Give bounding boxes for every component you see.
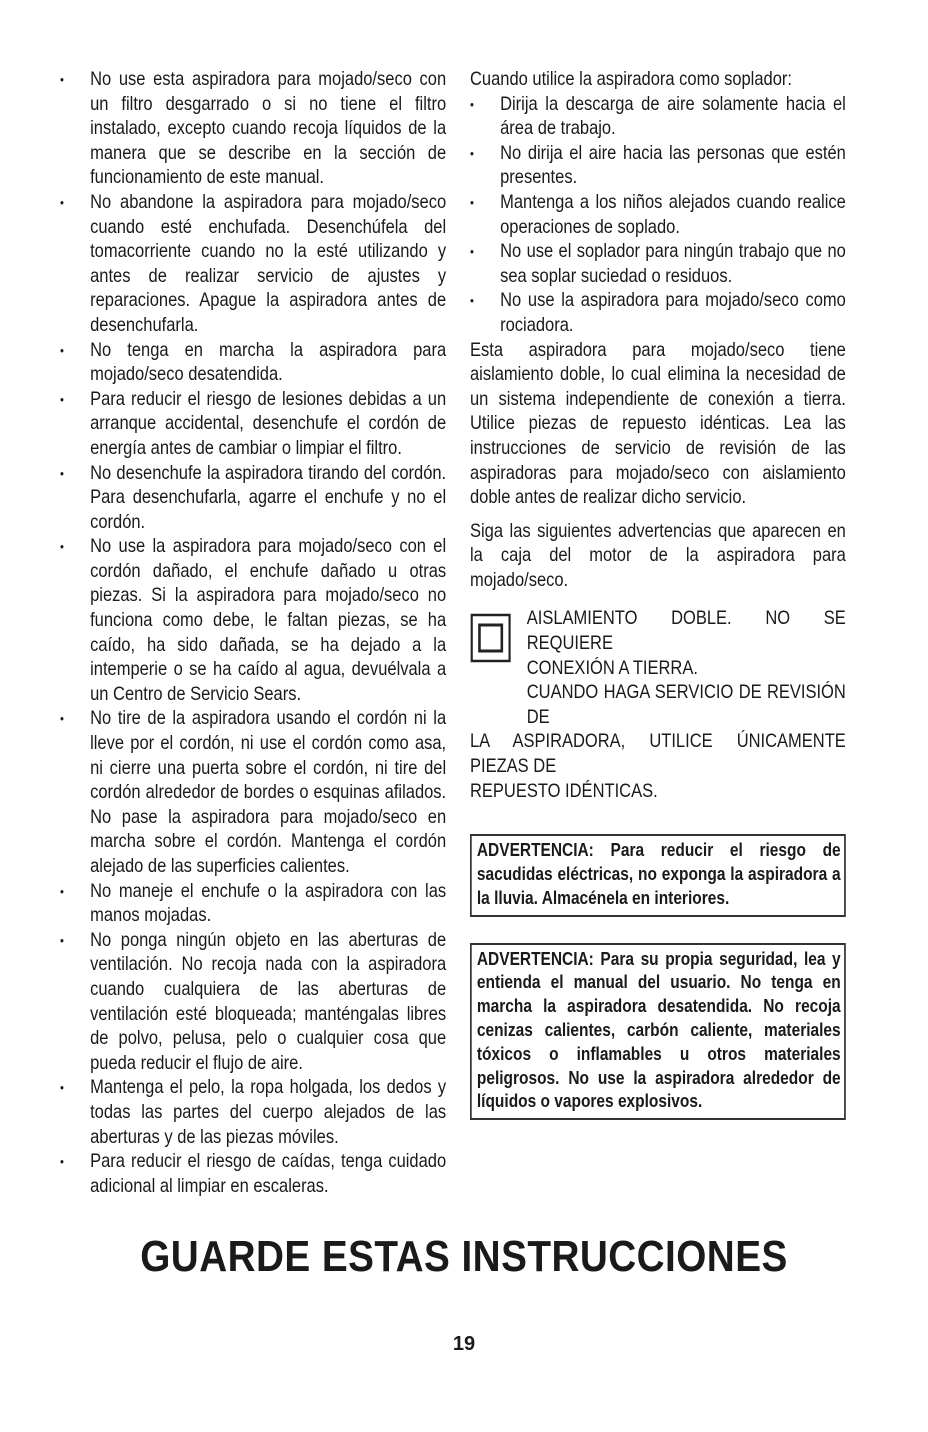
list-item: • No dirija el aire hacia las personas que estén presentes. <box>470 142 846 191</box>
safety-list <box>60 68 446 1199</box>
list-item: • No use la aspiradora para mojado/seco con el cordón dañado, el enchufe dañado u otras piezas. Si la aspiradora para mojado/seco no funciona como debe, le faltan piezas, se ha caído, ha sido dañada, se ha dejado a la intemperie o se ha caído al agua, devuélvala a un Centro de Servicio Sears. <box>60 535 446 707</box>
left-column <box>60 68 446 1199</box>
list-item: • No use el soplador para ningún trabajo que no sea soplar suciedad o residuos. <box>470 240 846 289</box>
double-insulation-line: REPUESTO IDÉNTICAS. <box>470 780 658 802</box>
right-column <box>470 68 846 1120</box>
list-item: • No tenga en marcha la aspiradora para mojado/seco desatendida. <box>60 339 446 388</box>
list-item: • No use la aspiradora para mojado/seco como rociadora. <box>470 289 846 338</box>
double-insulation-notice <box>470 607 846 804</box>
double-insulation-line: AISLAMIENTO DOBLE. NO SE REQUIERE <box>526 608 846 655</box>
list-item: • No use esta aspiradora para mojado/seco con un filtro desgarrado o si no tiene el filtro instalado, excepto cuando recoja líquidos de la manera que se describe en la sección de funcionamiento de este manual. <box>60 68 446 191</box>
double-insulation-line: CUANDO HAGA SERVICIO DE REVISIÓN DE <box>526 682 846 728</box>
blower-list <box>470 93 846 339</box>
warning-box-electric-shock: ADVERTENCIA: Para reducir el riesgo de sacudidas eléctricas, no exponga la aspiradora a la lluvia. Almacénela en interiores. <box>470 834 846 916</box>
list-item: • Para reducir el riesgo de caídas, tenga cuidado adicional al limpiar en escaleras. <box>60 1150 446 1199</box>
list-item: • No tire de la aspiradora usando el cordón ni la lleve por el cordón, ni use el cordón como asa, ni cierre una puerta sobre el cordón, ni tire del cordón alrededor de bordes o esquinas afilados. No pase la aspiradora para mojado/seco en marcha sobre el cordón. Mantenga el cordón alejado de las superficies calientes. <box>60 707 446 879</box>
list-item: • No abandone la aspiradora para mojado/seco cuando esté enchufada. Desenchúfela del tomacorriente cuando no la esté utilizando y antes de realizar servicio de ajustes y reparaciones. Apague la aspiradora antes de desenchufarla. <box>60 191 446 339</box>
double-insulation-line: CONEXIÓN A TIERRA. <box>526 657 698 679</box>
list-item: • Mantenga el pelo, la ropa holgada, los dedos y todas las partes del cuerpo alejados de las aberturas y de las piezas móviles. <box>60 1076 446 1150</box>
page-title: GUARDE ESTAS INSTRUCCIONES <box>140 1232 788 1281</box>
list-item: • No maneje el enchufe o la aspiradora con las manos mojadas. <box>60 880 446 929</box>
double-insulation-line: LA ASPIRADORA, UTILICE ÚNICAMENTE PIEZAS DE <box>470 731 846 778</box>
page-number: 19 <box>452 1333 476 1355</box>
list-item: • Mantenga a los niños alejados cuando realice operaciones de soplado. <box>470 191 846 240</box>
list-item: • Dirija la descarga de aire solamente hacia el área de trabajo. <box>470 93 846 142</box>
blower-intro: Cuando utilice la aspiradora como soplador: <box>470 69 792 90</box>
insulation-paragraph: Esta aspiradora para mojado/seco tiene aislamiento doble, lo cual elimina la necesidad de un sistema independiente de conexión a tierra. Utilice piezas de repuesto idénticas. Lea las instrucciones de servicio de revisión de las aspiradoras para mojado/seco con aislamiento doble antes de realizar dicho servicio. <box>470 339 846 509</box>
list-item: • Para reducir el riesgo de lesiones debidas a un arranque accidental, desenchufe el cordón de energía antes de cambiar o limpiar el filtro. <box>60 388 446 462</box>
list-item: • No desenchufe la aspiradora tirando del cordón. Para desenchufarla, agarre el enchufe y no el cordón. <box>60 462 446 536</box>
follow-paragraph: Siga las siguientes advertencias que aparecen en la caja del motor de la aspiradora para mojado/seco. <box>470 520 846 591</box>
double-square-icon <box>470 613 511 663</box>
list-item: • No ponga ningún objeto en las aberturas de ventilación. No recoja nada con la aspiradora cuando cualquiera de las aberturas de ventilación esté bloqueada; manténgalas libres de polvo, pelusa, pelo o cualquier cosa que pueda reducir el flujo de aire. <box>60 929 446 1077</box>
warning-box-safety: ADVERTENCIA: Para su propia seguridad, lea y entienda el manual del usuario. No tenga en marcha la aspiradora desatendida. No recoja cenizas calientes, carbón caliente, materiales tóxicos o inflamables u otros materiales peligrosos. No use la aspiradora alrededor de líquidos o vapores explosivos. <box>470 943 846 1121</box>
